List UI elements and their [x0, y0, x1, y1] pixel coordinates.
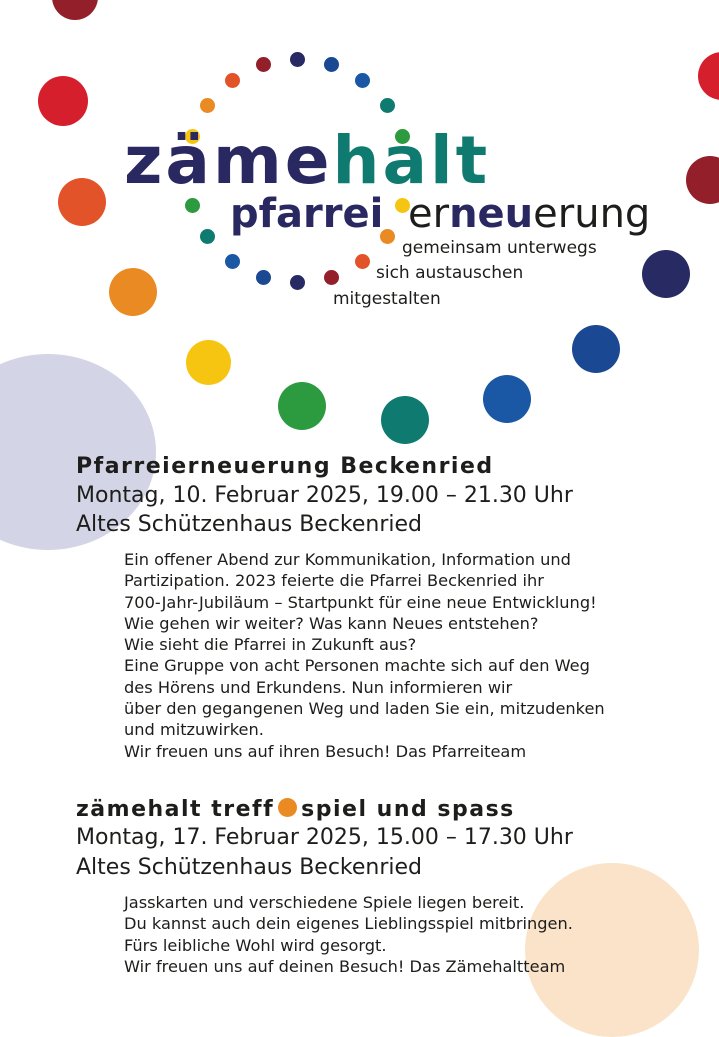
event1-line: Ein offener Abend zur Kommunikation, Information und	[124, 550, 571, 569]
dot-red	[38, 76, 88, 126]
dot-teal	[381, 396, 429, 444]
ring-dot-red-orange-2	[225, 73, 240, 88]
event2-location: Altes Schützenhaus Beckenried	[76, 855, 423, 880]
ring-dot-navy-2	[290, 275, 305, 290]
event1-title: Pfarreierneuerung Beckenried	[76, 454, 494, 479]
ring-dot-orange-2	[200, 98, 215, 113]
orange-dot-icon	[278, 798, 297, 817]
logo-sub-er: er	[408, 191, 450, 237]
ring-dot-red-orange-1	[355, 254, 370, 269]
event2-description	[124, 892, 704, 977]
tagline-2: sich austauschen	[376, 263, 524, 283]
tagline-1: gemeinsam unterwegs	[402, 238, 597, 258]
event1-line: 700-Jahr-Jubiläum – Startpunkt für eine neue Entwicklung!	[124, 592, 597, 612]
logo-word-halt: halt	[332, 122, 491, 199]
event2-title-part1: zämehalt treff	[76, 797, 275, 822]
ring-dot-dark-red-1	[324, 270, 339, 285]
ring-dot-dark-red-2	[256, 57, 271, 72]
ring-dot-navy-1	[290, 52, 305, 67]
event2-line: Jasskarten und verschiedene Spiele liegen bereit.	[124, 893, 525, 912]
ring-dot-blue-1	[324, 57, 339, 72]
logo-word-zaeme: zäme	[124, 122, 333, 199]
dot-blue-dark	[572, 325, 620, 373]
event1-line: Wie gehen wir weiter? Was kann Neues entstehen?	[124, 613, 539, 633]
event2-title	[76, 798, 515, 821]
dot-navy	[642, 250, 690, 298]
logo-subtitle-pfarrei: pfarrei	[230, 191, 384, 237]
dot-dark-red-top	[52, 0, 98, 20]
dot-dark-red-right	[686, 156, 719, 204]
dot-green	[278, 382, 326, 430]
ring-dot-blue-4	[225, 254, 240, 269]
event1-line: des Hörens und Erkundens. Nun informieren wir	[124, 677, 513, 697]
dot-red-orange	[58, 178, 106, 226]
event1-line: Wir freuen uns auf ihren Besuch! Das Pfarreiteam	[124, 741, 527, 761]
event1-description	[124, 549, 704, 762]
logo-sub-neu: neu	[449, 191, 534, 237]
event1-line: über den gegangenen Weg und laden Sie ein, mitzudenken	[124, 699, 605, 719]
dot-blue	[483, 375, 531, 423]
dot-red-right	[698, 52, 719, 100]
ring-dot-blue-2	[355, 73, 370, 88]
event1-line: Eine Gruppe von acht Personen machte sich auf den Weg	[124, 656, 590, 676]
event2-date: Montag, 17. Februar 2025, 15.00 – 17.30 Uhr	[76, 825, 573, 850]
event1-line: und mitzuwirken.	[124, 720, 264, 740]
dot-yellow	[186, 340, 231, 385]
tagline-3: mitgestalten	[333, 289, 441, 309]
ring-dot-teal-1	[380, 98, 395, 113]
event2-line: Fürs leibliche Wohl wird gesorgt.	[124, 935, 387, 955]
dot-orange	[109, 268, 157, 316]
logo-wordmark	[124, 122, 491, 199]
event1-date: Montag, 10. Februar 2025, 19.00 – 21.30 Uhr	[76, 483, 573, 508]
logo-sub-erung: erung	[533, 191, 651, 237]
event1-line: Partizipation. 2023 feierte die Pfarrei Beckenried ihr	[124, 571, 544, 591]
ring-dot-green-2	[185, 198, 200, 213]
event2-line: Du kannst auch dein eigenes Lieblingsspiel mitbringen.	[124, 914, 573, 934]
event2-title-part2: spiel und spass	[301, 797, 515, 822]
ring-dot-teal-2	[200, 229, 215, 244]
logo-subtitle-erneuerung	[408, 191, 651, 237]
ring-dot-blue-3	[256, 270, 271, 285]
event1-location: Altes Schützenhaus Beckenried	[76, 512, 423, 537]
event1-line: Wie sieht die Pfarrei in Zukunft aus?	[124, 635, 417, 655]
event2-line: Wir freuen uns auf deinen Besuch! Das Zämehaltteam	[124, 956, 566, 976]
